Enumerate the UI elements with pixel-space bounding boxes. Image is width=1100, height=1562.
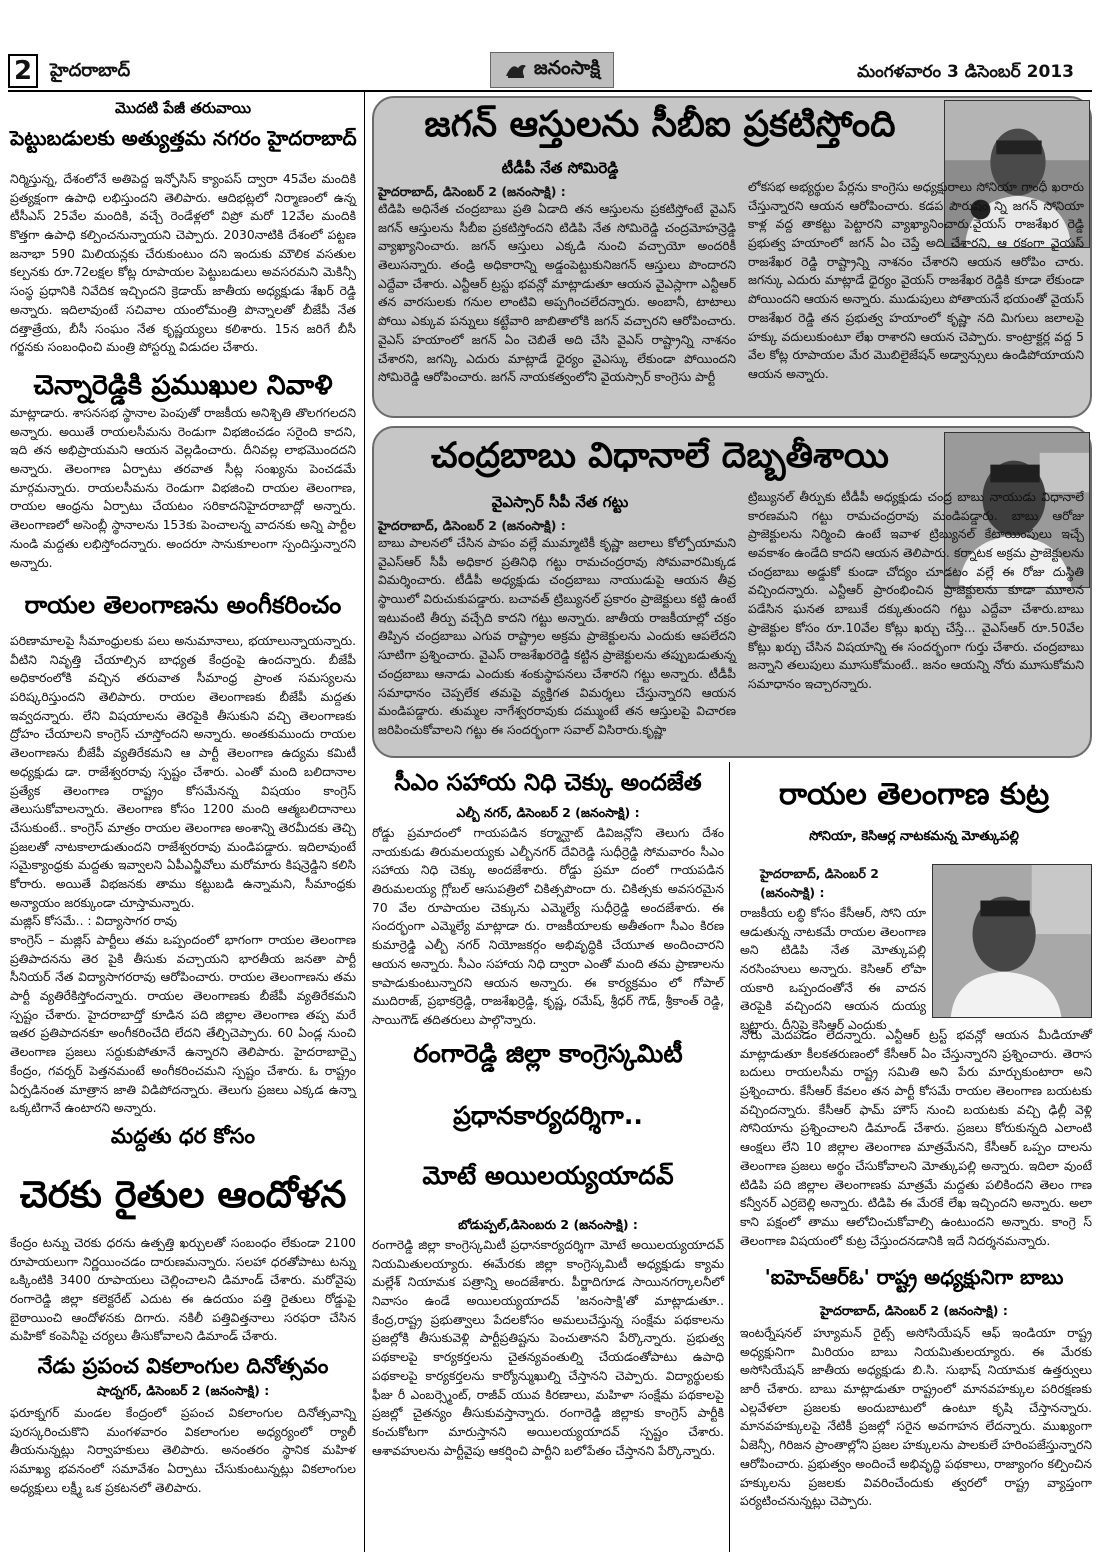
dateline-rangareddy: బోడుప్పల్,డిసెంబరు 2 (జనంసాక్షి) : [458,1217,638,1232]
article-chandrababu-right: ట్రిబ్యునల్ తీర్పుకు టీడీపీ అధ్యక్షుడు చంద్ర బాబు నాయుడు విధానాలే కారణమని గట్టు రామచంద్రరావు మండిపడ్డారు. బాబు ఆరోజు ప్రాజెక్టులను నిర్మించి ఉంటే ఇవాళ ట్రిబ్యునల్ కేటాయింపులు ఇచ్చే అవకాశం ఉండేది కాదని ఆయన తెలిపారు. కర్నాటక అక్రమ ప్రాజెక్టులను చంద్రబాబు అడ్డుకో కుండా చోద్యం చూడటం వల్లే ఈ రోజు దుస్థితి వచ్చిందన్నారు. ఎన్టీఆర్ ప్రారంభించిన ప్రాజెక్టులను కూడా మూలన పడేసిన ఘనత బాబుకే దక్కుతుందని గట్టు ఎద్దేవా చేశారు.బాబు ప్రాజెక్టుల కోసం రూ.10వేల కోట్లు ఖర్చు చేస్తే... వైఎస్ఆర్ రూ.50వేల కోట్లు ఖర్చు చేసిన విషయాన్ని ఈ సందర్భంగా గుర్తు చేశారు. చంద్రబాబు జన్నాని తలుపులు మూసుకోమంటే.. జనం ఆయన్ని నోరు మూసుకోమని సమాధానం ఇచ్చారన్నారు. [748,490,1084,691]
page-number: 2 [8,54,38,88]
masthead-title: జనంసాక్షి [533,56,601,79]
column-rule-left [364,92,365,1552]
masthead-logo-icon [504,60,528,80]
headline-chennareddy-tribute: చెన్నారెడ్డికి ప్రముఖుల నివాళి [33,370,333,401]
headline-rangareddy-2: ప్రధానకార్యదర్శిగా.. [453,1101,643,1130]
article-rayala-conspiracy: నోరు మెదపడం లేదన్నారు. ఎన్టీఆర్ ట్రస్ట్ భవన్లో ఆయన మీడియాతో మాట్లాడుతూ కీలకతరుణంలో కేసీఆర్ ఏం చేస్తున్నారని ప్రశ్నించారు. తెరాస బదులు రాయలసీమ రాష్ట్ర సమితి అని పేరు మార్చుకుంటారా అని ప్రశ్నించారు. కేసీఆర్ కేవలం తన పార్టీ కోసమే రాయల తెలంగాణ బయటకు వచ్చిందన్నారు. కేసీఆర్ ఫామ్ హౌస్ నుంచి బయటకు వచ్చి ఢిల్లీ వెళ్లి సోనియాను ప్రశ్నించాలని డిమాండ్ చేశారు. ప్రజలు కోరుకున్నది ఎలాంటి ఆంక్షలు లేని 10 జిల్లాల తెలంగాణ మాత్రమేనని, కేసీఆర్ ఒప్పం దాలను తెలంగాణ ప్రజలు అర్థం చేసుకోవాలని మోత్కుపల్లి అన్నారు. ఇదిలా వుంటే టిడిపి పది జిల్లాల తెలంగాణకు మాత్రమే మద్దతు పలికిందని తెలం గాణ కన్వీనర్ ఎర్రబెల్లి అన్నారు. టిడిపి ఈ మేరకే లేఖ ఇచ్చిందని అన్నారు. అలా కాని పక్షంలో తాము ఆలోచించుకోవాల్సి ఉంటుందని అన్నారు. కాంగ్రె స్ తెలంగాణ విషయంలో కుట్ర చేస్తుందనడానికి ఇదే నిదర్శనమన్నారు. [740,1028,1092,1248]
article-rayala-reject-subhead: మజ్లిస్ కోసమే.. : విద్యాసాగర రావు [10,914,178,929]
article-cm-relief: రోడ్డు ప్రమాదంలో గాయపడిన కర్మాన్ఘాట్ డివిజన్లోని తెలుగు దేశం నాయకుడు తిరుమలయ్యకు ఎల్బీనగర్ దేవిరెడ్డి సుధీర్రెడ్డి సోమవారం సీఎం సహాయ నిధి చెక్కు అందజేశారు. రోడ్డు ప్రమా దంలో గాయపడిన తిరుమలయ్య గ్లోబల్ ఆసుపత్రిలో చికిత్సపొందా రు. చికిత్సకు అవసరమైన 70 వేల రూపాయల చెక్కును ఎమ్మెల్యే సుధీర్రెడ్డి అందజేశారు. ఈ సందర్భంగా ఎమ్మెల్యే మాట్లాడా రు. రాజకీయాలకు అతీతంగా సీఎం కిరణ కుమార్రెడ్డి ఎల్బీ నగర్ నియోజకర్గం అభివృద్ధికి చేయూత అందించారని ఆయన అన్నారు. సీఎం సహాయ నిధి ద్వారా ఎంతో మంది తమ ప్రాణాలను కాపాడుకుంటున్నారని ఆయన అన్నారు. ఈ కార్యక్రమం లో గోపాల్ ముదిరాజ్, ప్రభాకర్రెడ్డి, రాజశేఖర్రెడ్డి, కృష్ణ, రమేష్, శ్రీధర్ గౌడ్, శ్రీకాంత్ రెడ్డి, సాయిగౌడ్ తదితరులు పాల్గొన్నారు. [372,826,724,1027]
article-sugarcane-protest: కేంద్రం టన్ను చెరకు ధరను ఉత్పత్తి ఖర్చులతో సంబంధం లేకుండా 2100 రూపాయలుగా నిర్ణయించడం దారుణమన్నారు. సలహా ధరతోపాటు టన్ను ఒక్కింటికి 3400 రూపాయలు చెల్లించాలని డిమాండ్ చేశారు. మరోవైపు రంగారెడ్డి జిల్లా కలెక్టరేట్ ఎదుట ఈ ఉదయం పత్తి రైతులు రోడ్డుపై బైఠాయించి ఆందోళనకు దిగారు. నకిలీ పత్తివిత్తనాలు సరఫరా చేసిన మహికో కంపెనీపై చర్యలు తీసుకోవాలని డిమాండ్ చేశారు. [10,1236,356,1344]
article-rangareddy: రంగారెడ్డి జిల్లా కాంగ్రెస్కమిటీ ప్రధానకార్యదర్శిగా మోటే అయిలయ్యయాదవ్ నియమితులయ్యారు. ఈమేరకు జిల్లా కాంగ్రెస్కమిటీ అధ్యక్షుడు క్యామ మల్లేశ్ నియామక పత్రాన్ని అందజేశారు. పీర్జాదిగూడ సాయినగర్కాలనీలో నివాసం ఉండే అయిలయ్యయాదవ్ 'జనంసాక్షి'తో మాట్లాడుతూ.. కేంద్ర,రాష్ట్ర ప్రభుత్వాలు పేదలకోసం అమలుచేస్తున్న సంక్షేమ పథకాలను ప్రజల్లోకి తీసుకువెళ్లి పార్టీప్రతిష్టను పెంచుతానని పేర్కొన్నారు. ప్రభుత్వ పథకాలపై కార్యకర్తలను చైతన్యవంతుల్ని చేయడంతోపాటు ఉపాధి పథకాలపై కార్యకర్తలను కార్యోన్ముఖుల్ని చేస్తానని చెప్పారు. విద్యార్థులకు ఫీజు రీ ఎంబర్స్మెంట్, రాజీవ్ యువ కిరణాలు, మహిళా సంక్షేమ పథకాలపై ప్రజల్లో చైతన్యం తీసుకువస్తాన్నారు. రంగారెడ్డి జిల్లాకు కాంగ్రెస్ పార్టీకి కంచుకోటగా మారుస్తానని అయిలయ్యయాదవ్ స్పష్టం చేశారు. ఆశావహులను పార్టీవైపు ఆకర్షించి పార్టీని బలోపేతం చేస్తానని పేర్కొన్నారు. [372,1238,724,1458]
masthead [490,52,614,88]
headline-sugarcane-protest: చెరకు రైతుల ఆందోళన [19,1173,347,1216]
header-rule [8,90,1092,92]
column-rule-right [729,762,730,1552]
headline-rangareddy-1: రంగారెడ్డి జిల్లా కాంగ్రెస్కమిటీ [413,1039,683,1068]
article-jagan-left: టిడిపి అధినేత చంద్రబాబు ప్రతి ఏడాది తన ఆస్తులను ప్రకటిస్తోంటే వైఎస్ జగన్ ఆస్తులను సీబీఐ ప్రకటిస్తోందని టిడిపి నేత సోమిరెడ్డి చంద్రమోహన్రెడ్డి వ్యాఖ్యానించారు. జగన్ ఆస్తులు ఎక్కడి నుంచి వచ్చాయో అందరికీ తెలుసన్నారు. తండ్రి అధికారాన్ని అడ్డంపెట్టుకునిజగన్ ఆస్తులు పొందారని ఎద్దేవా చేశారు. ఎన్టీఆర్ ట్రస్టు భవన్లో మాట్లాడుతూ ఆయన వైఎస్లాగా ఎన్టీఆర్ తన వారసులకు గనుల లాంటివి అప్పగించలేదన్నారు. అంబానీ, టాటాలు పోయి ఎక్కువ పన్నులు కట్టేవారి జాబితాలోకి జగన్ వచ్చారని ఆరోపించారు. వైఎస్ హయాంలో జగన్ ఏం చెబితే అది చేసి వైఎస్ రాష్ట్రాన్ని నాశనం చేశారని, జగన్కి ఎదురు మాట్లాడే ధైర్యం వైఎస్కు లేకుండా పోయిందని సోమిరెడ్డి ఆరోపించారు. జగన్ నాయకత్వంలోని వైయస్సార్ కాంగ్రెసు పార్టీ [378,202,736,385]
headline-hyderabad-investment: పెట్టుబడులకు అత్యుత్తమ నగరం హైదరాబాద్ [10,126,357,150]
dateline-ihro: హైదరాబాద్, డిసెంబర్ 2 (జనంసాక్షి) : [820,1303,1008,1318]
section-city: హైదరాబాద్ [50,60,131,81]
subhead-sugarcane: మద్దతు ధర కోసం [110,1124,256,1148]
photo-motkupalli-image [933,865,1091,1017]
article-rayala-reject-text-2: కాంగ్రెస్ – మజ్లిస్ పార్టీలు తమ ఒప్పందంలో భాగంగా రాయల తెలంగాణ ప్రతిపాదనను తెర పైకి తీసుకు వచ్చాయని భారతీయ జనతా పార్టీ సీనియర్ నేత విద్యాసాగరరావు ఆరోపించారు. రాయల తెలంగాణను తమ పార్టీ వ్యతిరేకిస్తోందన్నారు. రాయల తెలంగాణకు బీజేపీ వ్యతిరేకమని స్పష్టం చేశారు. హైదరాబాద్తో కూడిన పది జిల్లాల తెలంగాణ తప్ప మరే ఇతర ప్రతిపాదనకూ అంగీకరించేది లేదని తేల్చిచెప్పారు. 60 ఏండ్ల నుంచి తెలంగాణ ప్రజలు సర్దుకుపోతూనే ఉన్నారని తెలిపారు. హైదరాబాద్పై కేంద్రం, గవర్నర్ పెత్తనమంటే అంగీకరించమని స్పష్టం చేశారు. ఓ రాష్ట్రం ఏర్పడినంత మాత్రాన జాతి విడిపోదన్నారు. తెలుగు ప్రజలు ఎక్కడ ఉన్నా ఒక్కటిగానే ఉంటారని అన్నారు. [10,933,356,1116]
article-rayala-reject-text: పరిణామాలపై సీమాంధ్రులకు పలు అనుమానాలు, భయాలున్నాయన్నారు. వీటిని నివృత్తి చేయాల్సిన బాధ్యత కేంద్రంపై ఉందన్నారు. బీజేపీ అధికారంలోకి వచ్చిన తరువాత సీమాంధ్ర ప్రాంత సమస్యలను పరిష్కరిస్తుందని తెలిపారు. రాయల తెలంగాణకు బీజేపీ మద్దతు ఇవ్వదన్నారు. లేని విషయాలను తెరపైకి తీసుకుని వచ్చి తెలంగాణకు ద్రోహం చేయాలని కాంగ్రెస్ చూస్తోందని అన్నారు. అంతకుముందు రాయల తెలంగాణను బీజేపీ వ్యతిరేకమని ఆ పార్టీ తెలంగాణ ఉద్యమ కమిటీ అధ్యక్షుడు డా. రాజేశ్వరరావు స్పష్టం చేశారు. ఎంతో మంది బలిదానాల ప్రత్యేక తెలంగాణ రాష్ట్రం కోసమేనన్న విషయం కాంగ్రెస్ తెలుసుకోవాలన్నారు. తెలంగాణ కోసం 1200 మంది ఆత్మబలిదానాలు చేసుకుంటే.. కాంగ్రెస్ మాత్రం రాయల తెలంగాణ అంశాన్ని తెరమీదకు తెచ్చి ప్రజలతో నాటకాలాడుతుందని రాజేశ్వరరావు మండిపడ్డారు. ఇదిలావుంటే సమైక్యాంధ్రకు మద్దతు ఇవ్వాలని ఏపీఎన్జీవోలు మరోమారు కిషన్రెడ్డిని కలిసి కోరారు. అయితే విభజనకు తాము కట్టుబడి ఉన్నామని, సీమాంధ్రకు అన్యాయం జరక్కుండా చూస్తామన్నారు. [10,634,356,910]
headline-chandrababu: చంద్రబాబు విధానాలే దెబ్బతీశాయి [431,436,889,476]
headline-jagan: జగన్ ఆస్తులను సీబీఐ ప్రకటిస్తోంది [424,104,896,145]
article-chennareddy-tribute: మాట్లాడారు. శాసనసభ స్థానాల పెంపుతో రాజకీయ అనిశ్చితి తొలగగలదని అన్నారు. అయితే రాయలసీమను రెండుగా విభజించడం సరైంది కాదని, ఇది తన అభిప్రాయమని ఆయన వెల్లడించారు. దీనివల్ల లాభమొందదని అన్నారు. తెలంగాణ ఏర్పాటు తరవాత సీట్ల సంఖ్యను పెంచడమే మార్గమన్నారు. రాయలసీమను రెండుగా విభజించి రాయల తెలంగాణ, రాయల ఆంధ్రను ఏర్పాటు చేయటం సరికాదనిహైదరాబాద్లో అన్నారు. తెలంగాణలో అసెంబ్లీ స్థానాలను 153కు పెంచాలన్న వాదనకు అన్ని పార్టీల నుండి మద్దతు లభిస్తోందన్నారు. అందరూ సానుకూలంగా స్పందిస్తున్నారని అన్నారు. [10,406,356,570]
photo-motkupalli [932,864,1092,1018]
page-header [0,0,1100,90]
headline-disability-day: నేడు ప్రపంచ వికలాంగుల దినోత్సవం [37,1354,329,1378]
continued-kicker: మొదటి పేజీ తరువాయి [114,99,252,117]
dateline-jagan: హైదరాబాద్, డిసెంబర్ 2 (జనంసాక్షి) : [378,184,566,199]
issue-date: మంగళవారం 3 డిసెంబర్ 2013 [857,62,1074,82]
headline-rayala-conspiracy: రాయల తెలంగాణ కుట్ర [778,777,1050,812]
article-disability-day: ఫరూక్నగర్ మండల కేంద్రంలో ప్రపంచ వికలాంగుల దినోత్సవాన్ని పురస్కరించుకొని మంగళవారం వికలాంగుల అధ్యర్యంలో ర్యాలీ తీయనున్నట్లు నిర్వాహకులు తెలిపారు. అనంతరం స్థానిక మహిళ సమాఖ్య భవనంలో సమావేశం ఏర్పాటు చేసుకుంటున్నట్లు వికలాంగుల అధ్యక్షులు లక్ష్మీ ఒక ప్రకటనలో తెలిపారు. [10,1406,356,1495]
dateline-rayala-conspiracy: హైదరాబాద్, డిసెంబర్ 2 (జనంసాక్షి) : [760,866,879,900]
article-hyderabad-investment: నిర్మిస్తున్న, దేశంలోనే అతిపెద్ద ఇన్ఫోసిస్ క్యాంపస్ ద్వారా 45వేల మందికి ప్రత్యక్షంగా ఉపాధి లభిస్తుందని తెలిపారు. ఆదిభట్లలో నిర్మాణంలో ఉన్న టీసీఎస్ 25వేల మందికి, వచ్చే రెండేళ్లలో విప్రో మరో 12వేల మందికి కొత్తగా ఉపాధి కల్పించనున్నాయని చెప్పారు. 2030నాటికి దేశంలో పట్టణ జనాభా 590 మిలియన్లకు చేరుకుంటుం దని ఇందుకు మౌలిక వసతుల కల్పనకు రూ.72లక్షల కోట్ల రూపాయల పెట్టుబడులు అవసరమని మెకిన్సీ సంస్థ ప్రధానికి నివేదిక ఇచ్చిందని క్రెడాయ్ జాతీయ అధ్యక్షుడు శేఖర్ రెడ్డి అన్నారు. ఇదిలావుంటే సచివాల యంలోమంత్రి పొన్నాలతో బీజేపీ నేత దత్తాత్రేయ, బీసీ సంఘం నేత కృష్ణయ్యలు కలిశారు. 15న జరిగే బీసీ గర్జనకు సంబంధించి మంత్రి పోస్టర్ను విడుదల చేశారు. [10,172,356,355]
headline-cm-relief: సీఎం సహాయ నిధి చెక్కు అందజేత [394,770,702,796]
article-ihro: ఇంటర్నేషనల్ హ్యూమన్ రైట్స్ అసోసియేషన్ ఆఫ్ ఇండియా రాష్ట్ర అధ్యక్షునిగా మిరియం బాబు నియమితులయ్యారు. ఈ మేరకు అసోసియేషన్ జాతీయ అధ్యక్షుడు బి.సి. సుభాష్ నియామక ఉత్తర్వులు జారీ చేశారు. బాబు మాట్లాడుతూ రాష్ట్రంలో మానవహక్కుల పరిరక్షణకు ఎల్లవేళలా ప్రజలకు అందుబాటులో ఉంటూ కృషి చేస్తానన్నారు. మానవహక్కులపై నేటికీ ప్రజల్లో సరైన అవగాహన లేదన్నారు. ముఖ్యంగా ఏజెన్సీ, గిరిజన ప్రాంతాల్లోని ప్రజల హక్కులను పాలకులే హరింపజేస్తున్నారని ఆరోపించారు. ప్రభుత్వం అందించే అభివృద్ధి పథకాలు, రాజ్యాంగం కల్పించిన హక్కులను ప్రజలకు వివరించేందుకు త్వరలో రాష్ట్ర వ్యాప్తంగా పర్యటించనున్నట్లు చెప్పారు. [740,1326,1092,1509]
byline-jagan: టీడీపీ నేత సోమిరెడ్డి [501,159,619,177]
article-rayala-conspiracy-wrap: రాజకీయ లబ్ధి కోసం కేసీఆర్, సోని యా ఆడుతున్న నాటకమే రాయల తెలంగాణ అని టిడిపి నేత మోత్కుపల్లి నరసింహులు అన్నారు. కెసిఆర్ లోపా యకారి ఒప్పందంతోనే ఈ వాదన తెరపైకి వచ్చిందని ఆయన దుయ్య బట్టారు. దీనిపై కెసిఆర్ ఎందుకు [740,906,926,1033]
article-rayala-reject [10,632,356,1116]
headline-rayala-reject: రాయల తెలంగాణను అంగీకరించం [24,591,342,619]
byline-rayala-conspiracy: సోనియా, కెసిఆర్ల నాటకమన్న మోత్కుపల్లి [809,829,1019,844]
article-jagan-right: లోకసభ అభ్యర్థుల పేర్లను కాంగ్రెసు అధ్యక్షురాలు సోనియా గాంధీ ఖరారు చేస్తున్నారని ఆయన ఆరోపించారు. కడప పౌరుషం న్ని జగన్ సోనియా కాళ్ల వద్ద తాకట్టు పెట్టారని వ్యాఖ్యానించారు.వైయస్ రాజశేఖర రెడ్డి ప్రభుత్వ హయాంలో జగన్ ఏం చెప్తే అది చేశారని, ఆ రకంగా వైయస్ రాజశేఖర రెడ్డి రాష్ట్రాన్ని నాశనం చేశారని ఆయన ఆరోపిం చారు. జగన్కు ఎదురు మాట్లాడే ధైర్యం వైయస్ రాజశేఖర రెడ్డికి కూడా లేకుండా పోయిందని ఆయన అన్నారు. ముడుపులు పోతాయనే భయంతో వైయస్ రాజశేఖర రెడ్డి తన ప్రభుత్వ హయాంలో కృష్ణా నది మిగులు జలాలపై హక్కు వదులుకుంటూ లేఖ రాశారని ఆయన చెప్పారు. కాంట్రాక్టర్ల వద్ద 5 వేల కోట్ల రూపాయల మేర మొబిలైజేషన్ అడ్వాన్సులు ఉండిపోయాయని ఆయన అన్నారు. [748,180,1084,381]
article-chandrababu-left: బాబు పాలనలో చేసిన పాపం వల్లే ముమ్మాటికీ కృష్ణా జలాలు కోల్పోయామని వైఎస్ఆర్ సీపీ అధికార ప్రతినిధి గట్టు రామచంద్రరావు సోమవారమిక్కడ విమర్శించారు. టీడీపీ అధ్యక్షుడు చంద్రబాబు నాయుడుపై ఆయన తీవ్ర స్థాయిలో విరుచుకుపడ్డారు. బచావత్ ట్రిబ్యునల్ ప్రకారం ప్రాజెక్టులు కట్టి ఉంటే ఇటువంటి తీర్పు వచ్చేది కాదని గట్టు అన్నారు. జాతీయ రాజకీయాల్లో చక్రం తిప్పిన చంద్రబాబు ఎగువ రాష్ట్రాల అక్రమ ప్రాజెక్టులను ఎందుకు ఆపలేదని సూటిగా ప్రశ్నించారు. వైఎస్ రాజశేఖరరెడ్డి కట్టిన ప్రాజెక్టులను తప్పుబడుతున్న చంద్రబాబు ఆనాడు ఎందుకు శంకుస్థాపనలు చేశారని గట్టు అన్నారు. టీడీపీ సమాధానం చెప్పలేక తమపై వ్యక్తిగత విమర్శలు చేస్తున్నారని ఆయన మండిపడ్డారు. తుమ్మల నాగేశ్వరరావుకు దమ్ముంటే తన ఆస్తులపై విచారణ జరిపించుకోవాలని గట్టు ఈ సందర్భంగా సవాల్ విసిరారు.కృష్ణా [378,536,736,737]
dateline-disability-day: షాద్నగర్, డిసెంబర్ 2 (జనంసాక్షి) : [96,1383,270,1398]
dateline-cm-relief: ఎల్బీ నగర్, డిసెంబర్ 2 (జనంసాక్షి) : [456,805,640,820]
dateline-chandrababu: హైదరాబాద్, డిసెంబర్ 2 (జనంసాక్షి) : [378,518,566,533]
headline-rangareddy-3: మోటే అయిలయ్యయాదవ్ [422,1161,674,1190]
headline-ihro: 'ఐహెచ్ఆర్ఓ' రాష్ట్ర అధ్యక్షునిగా బాబు [764,1265,1064,1289]
byline-chandrababu: వైఎస్సార్ సీపీ నేత గట్టు [491,493,629,511]
